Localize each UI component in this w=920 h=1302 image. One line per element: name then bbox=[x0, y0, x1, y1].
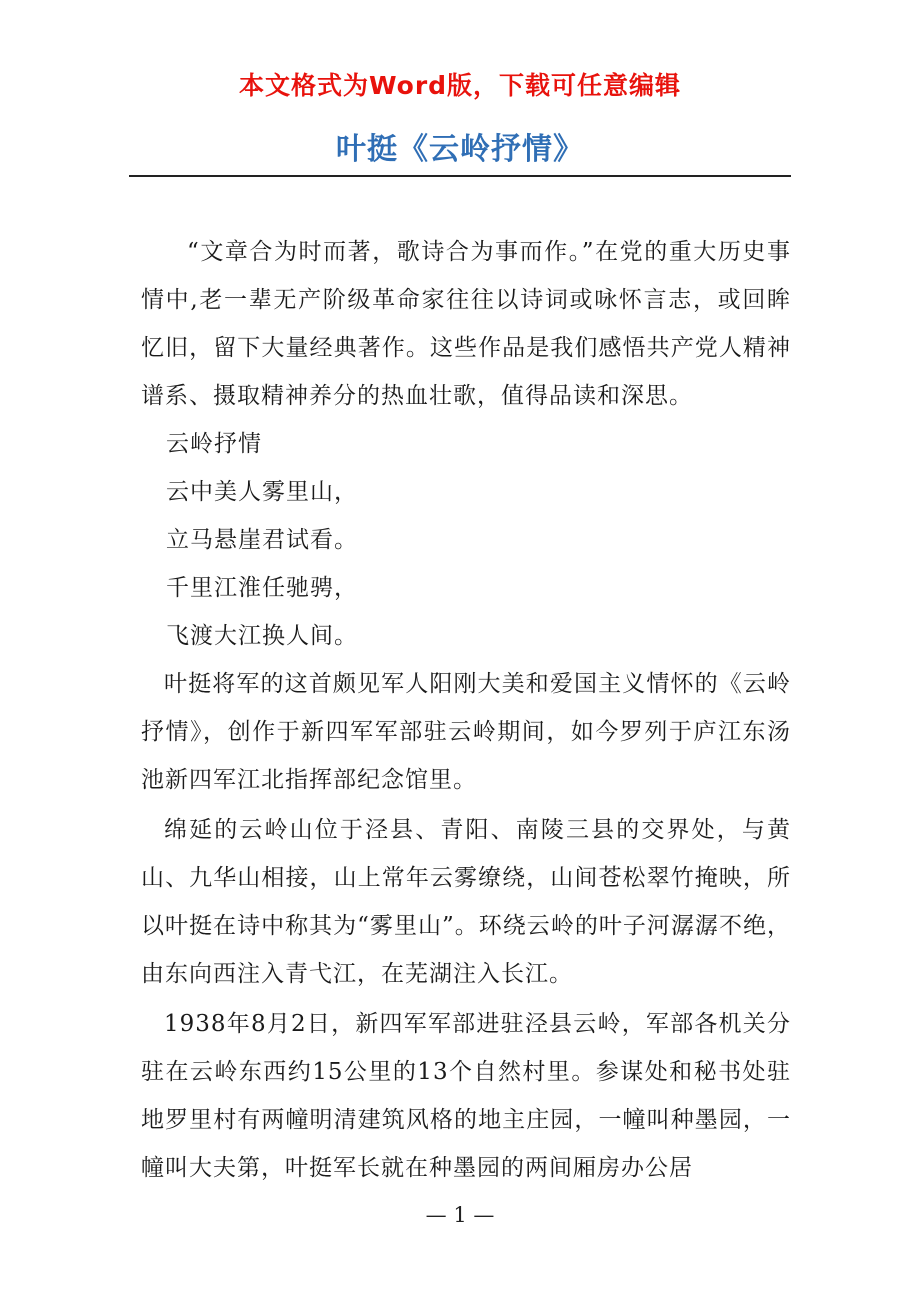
poem-line: 千里江淮任驰骋， bbox=[166, 575, 358, 601]
document-body bbox=[141, 228, 791, 1192]
poem-line: 云中美人雾里山， bbox=[166, 479, 358, 505]
page-number: — 1 — bbox=[425, 1203, 495, 1227]
intro-paragraph: “文章合为时而著，歌诗合为事而作。”在党的重大历史事情中,老一辈无产阶级革命家往往以诗词或咏怀言志，或回眸忆旧，留下大量经典著作。这些作品是我们感悟共产党人精神谱系、摄取精神养分的热血壮歌，值得品读和深思。 bbox=[141, 239, 791, 409]
poem-title: 云岭抒情 bbox=[166, 431, 262, 457]
body-paragraph: 绵延的云岭山位于泾县、青阳、南陵三县的交界处，与黄山、九华山相接，山上常年云雾缭绕，山间苍松翠竹掩映，所以叶挺在诗中称其为“雾里山”。环绕云岭的叶子河潺潺不绝，由东向西注入青弋江，在芜湖注入长江。 bbox=[141, 817, 791, 987]
body-paragraph: 1938年8月2日，新四军军部进驻泾县云岭，军部各机关分驻在云岭东西约15公里的13个自然村里。参谋处和秘书处驻地罗里村有两幢明清建筑风格的地主庄园，一幢叫种墨园，一幢叫大夫第，叶挺军长就在种墨园的两间厢房办公居 bbox=[141, 1011, 791, 1181]
title-divider bbox=[129, 175, 791, 177]
body-paragraph: 叶挺将军的这首颇见军人阳刚大美和爱国主义情怀的《云岭抒情》，创作于新四军军部驻云岭期间，如今罗列于庐江东汤池新四军江北指挥部纪念馆里。 bbox=[141, 671, 791, 793]
document-title: 叶挺《云岭抒情》 bbox=[336, 132, 584, 167]
poem-line: 飞渡大江换人间。 bbox=[166, 623, 358, 649]
poem-line: 立马悬崖君试看。 bbox=[166, 527, 358, 553]
download-notice: 本文格式为Word版，下载可任意编辑 bbox=[238, 71, 682, 100]
